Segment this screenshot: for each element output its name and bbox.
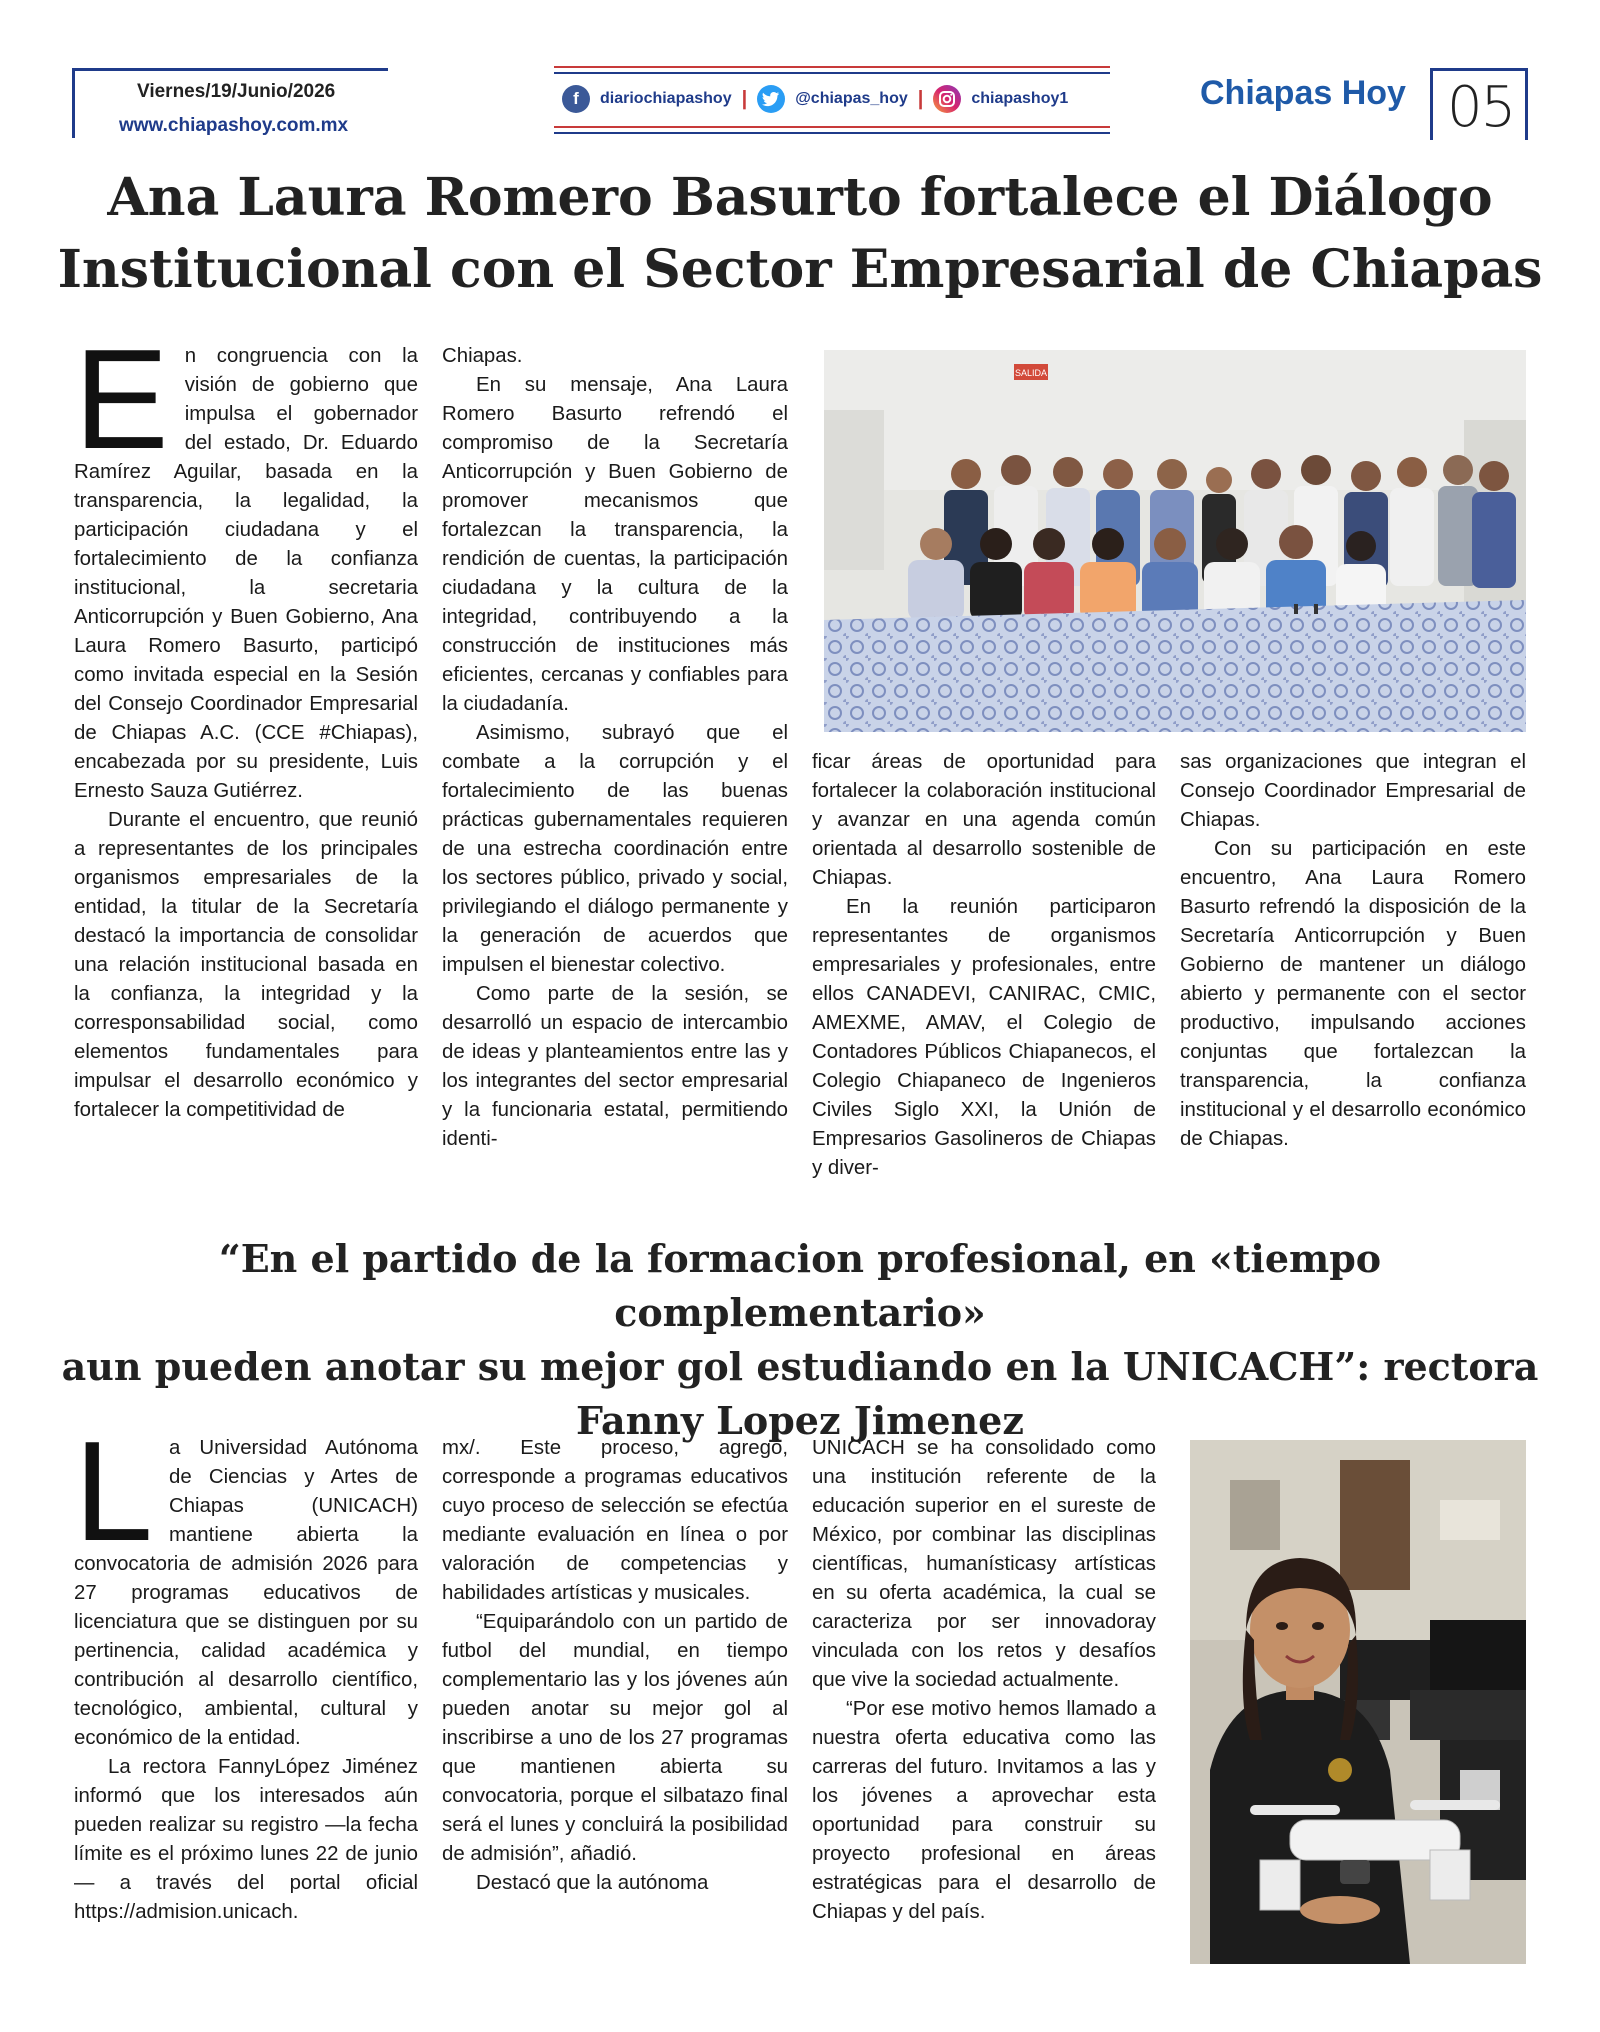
- facebook-icon: f: [562, 85, 590, 113]
- article1-column-3: [812, 748, 1156, 1183]
- article1-paragraph: Chiapas.: [442, 345, 523, 367]
- article2-paragraph: Destacó que la autónoma: [476, 1872, 709, 1894]
- instagram-icon: [933, 85, 961, 113]
- article1-paragraph: Asimismo, subrayó que el combate a la corrupción y el fortalecimiento de las buenas prácticas gubernamentales requieren de una estrecha coordinación entre los sectores público, privado y social, privilegiando el diálogo permanente y la generación de acuerdos que impulsen el bienestar colectivo.: [442, 722, 788, 976]
- article2-student-drone-photo: [1190, 1440, 1526, 1964]
- article2-headline: [40, 1232, 1560, 1448]
- twitter-icon: [757, 85, 785, 113]
- article1-paragraph: En la reunión participaron representantes de organismos empresariales y profesionales, entre ellos CANADEVI, CANIRAC, CMIC, AMEXME, AMAV, el Colegio de Contadores Públicos Chiapanecos, el Colegio Chiapaneco de Ingenieros Civiles Siglo XXI, la Unión de Empresarios Gasolineros de Chiapas y diver-: [812, 896, 1156, 1179]
- article1-paragraph: sas organizaciones que integran el Consejo Coordinador Empresarial de Chiapas.: [1180, 751, 1526, 831]
- page-number-box: [1430, 68, 1528, 140]
- article2-column-2: [442, 1434, 788, 1898]
- article1-paragraph: n congruencia con la visión de gobierno que impulsa el gobernador del estado, Dr. Eduardo Ramírez Aguilar, basada en la transparencia, la legalidad, la participación ciudadana y el fortalecimiento de la confianza institucional, la secretaria Anticorrupción y Buen Gobierno, Ana Laura Romero Basurto, participó como invitada especial en la Sesión del Consejo Coordinador Empresarial de Chiapas A.C. (CCE #Chiapas), encabezada por su presidente, Luis Ernesto Sauza Gutiérrez.: [74, 345, 418, 802]
- exit-sign-text: SALIDA: [1014, 368, 1048, 378]
- article2-paragraph: “Por ese motivo hemos llamado a nuestra oferta educativa como las carreras del futuro. Invitamos a las y los jóvenes a aprovechar esta oportunidad para construir su proyecto profesional en áreas estratégicas para el desarrollo de Chiapas y del país.: [812, 1698, 1156, 1923]
- article2-column-1: [74, 1412, 418, 1927]
- article2-paragraph: mx/. Este proceso, agregó, corresponde a programas educativos cuyo proceso de selección se efectúa mediante evaluación en línea o por valoración de competencias y habilidades artísticas y musicales.: [442, 1437, 788, 1604]
- article2-dropcap: L: [74, 1412, 153, 1571]
- section-title: Chiapas Hoy: [1200, 74, 1406, 112]
- facebook-handle[interactable]: diariochiapashoy: [600, 90, 732, 107]
- article1-headline: [40, 162, 1560, 306]
- twitter-handle[interactable]: @chiapas_hoy: [795, 90, 908, 107]
- article1-column-4: [1180, 748, 1526, 1154]
- social-media-bar: f diariochiapashoy | @chiapas_hoy | chiapashoy1: [554, 66, 1110, 134]
- article2-paragraph: UNICACH se ha consolidado como una institución referente de la educación superior en el sureste de México, por combinar las disciplinas científicas, humanísticasy artísticas en su oferta académica, la cual se caracteriza por ser innovadoray vinculada con los retos y desafíos que vive la sociedad actualmente.: [812, 1437, 1156, 1691]
- article2-paragraph: “Equiparándolo con un partido de futbol del mundial, en tiempo complementario las y los jóvenes aún pueden anotar su mejor gol al inscribirse a uno de los 27 programas que mantienen abierta su convocatoria, porque el silbatazo final será el lunes y concluirá la posibilidad de admisión”, añadió.: [442, 1611, 788, 1865]
- article1-column-2: [442, 342, 788, 1154]
- website-link[interactable]: www.chiapashoy.com.mx: [119, 115, 349, 136]
- article1-dropcap: E: [74, 320, 169, 479]
- article1-paragraph: En su mensaje, Ana Laura Romero Basurto refrendó el compromiso de la Secretaría Anticorrupción y Buen Gobierno de promover mecanismos que fortalezcan la transparencia, la rendición de cuentas, la participación ciudadana y la cultura de la integridad, contribuyendo a la construcción de instituciones más eficientes, cercanas y confiables para la ciudadanía.: [442, 374, 788, 715]
- article2-paragraph: La rectora FannyLópez Jiménez informó que los interesados aún pueden realizar su registro —la fecha límite es el próximo lunes 22 de junio— a través del portal oficial https://admision.unicach.: [74, 1756, 418, 1923]
- article1-group-photo: [824, 350, 1526, 732]
- issue-date: Viernes/19/Junio/2026: [137, 81, 336, 102]
- article1-paragraph: Como parte de la sesión, se desarrolló un espacio de intercambio de ideas y planteamientos entre las y los integrantes del sector empresarial y la funcionaria estatal, permitiendo identi-: [442, 983, 788, 1150]
- header-date-box: [72, 68, 388, 138]
- article1-column-1: [74, 320, 418, 1125]
- page-number: 05: [1447, 75, 1515, 140]
- article1-paragraph: Durante el encuentro, que reunió a representantes de los principales organismos empresariales de la entidad, la titular de la Secretaría destacó la importancia de consolidar una relación institucional basada en la confianza, la integridad y la corresponsabilidad social, como elementos fundamentales para impulsar el desarrollo económico y fortalecer la competitividad de: [74, 809, 418, 1121]
- article2-column-3: [812, 1434, 1156, 1927]
- article2-headline-line2: aun pueden anotar su mejor gol estudiando en la UNICACH”: rectora: [61, 1344, 1539, 1389]
- article1-headline-line1: Ana Laura Romero Basurto fortalece el Diálogo: [107, 167, 1493, 228]
- article1-headline-line2: Institucional con el Sector Empresarial de Chiapas: [57, 239, 1543, 300]
- article2-headline-line3: Fanny Lopez Jimenez: [576, 1398, 1024, 1443]
- instagram-handle[interactable]: chiapashoy1: [971, 90, 1069, 107]
- article1-paragraph: ficar áreas de oportunidad para fortalecer la colaboración institucional y avanzar en una agenda común orientada al desarrollo sostenible de Chiapas.: [812, 751, 1156, 889]
- article2-paragraph: a Universidad Autónoma de Ciencias y Artes de Chiapas (UNICACH) mantiene abierta la convocatoria de admisión 2026 para 27 programas educativos de licenciatura que se distinguen por su pertinencia, calidad académica y contribución al desarrollo científico, tecnológico, ambiental, cultural y económico de la entidad.: [74, 1437, 418, 1749]
- article2-headline-line1: “En el partido de la formacion profesional, en «tiempo complementario»: [218, 1236, 1382, 1335]
- article1-paragraph: Con su participación en este encuentro, Ana Laura Romero Basurto refrendó la disposición de la Secretaría Anticorrupción y Buen Gobierno de mantener un diálogo abierto y permanente con el sector productivo, impulsando acciones conjuntas que fortalezcan la transparencia, la confianza institucional y el desarrollo económico de Chiapas.: [1180, 838, 1526, 1150]
